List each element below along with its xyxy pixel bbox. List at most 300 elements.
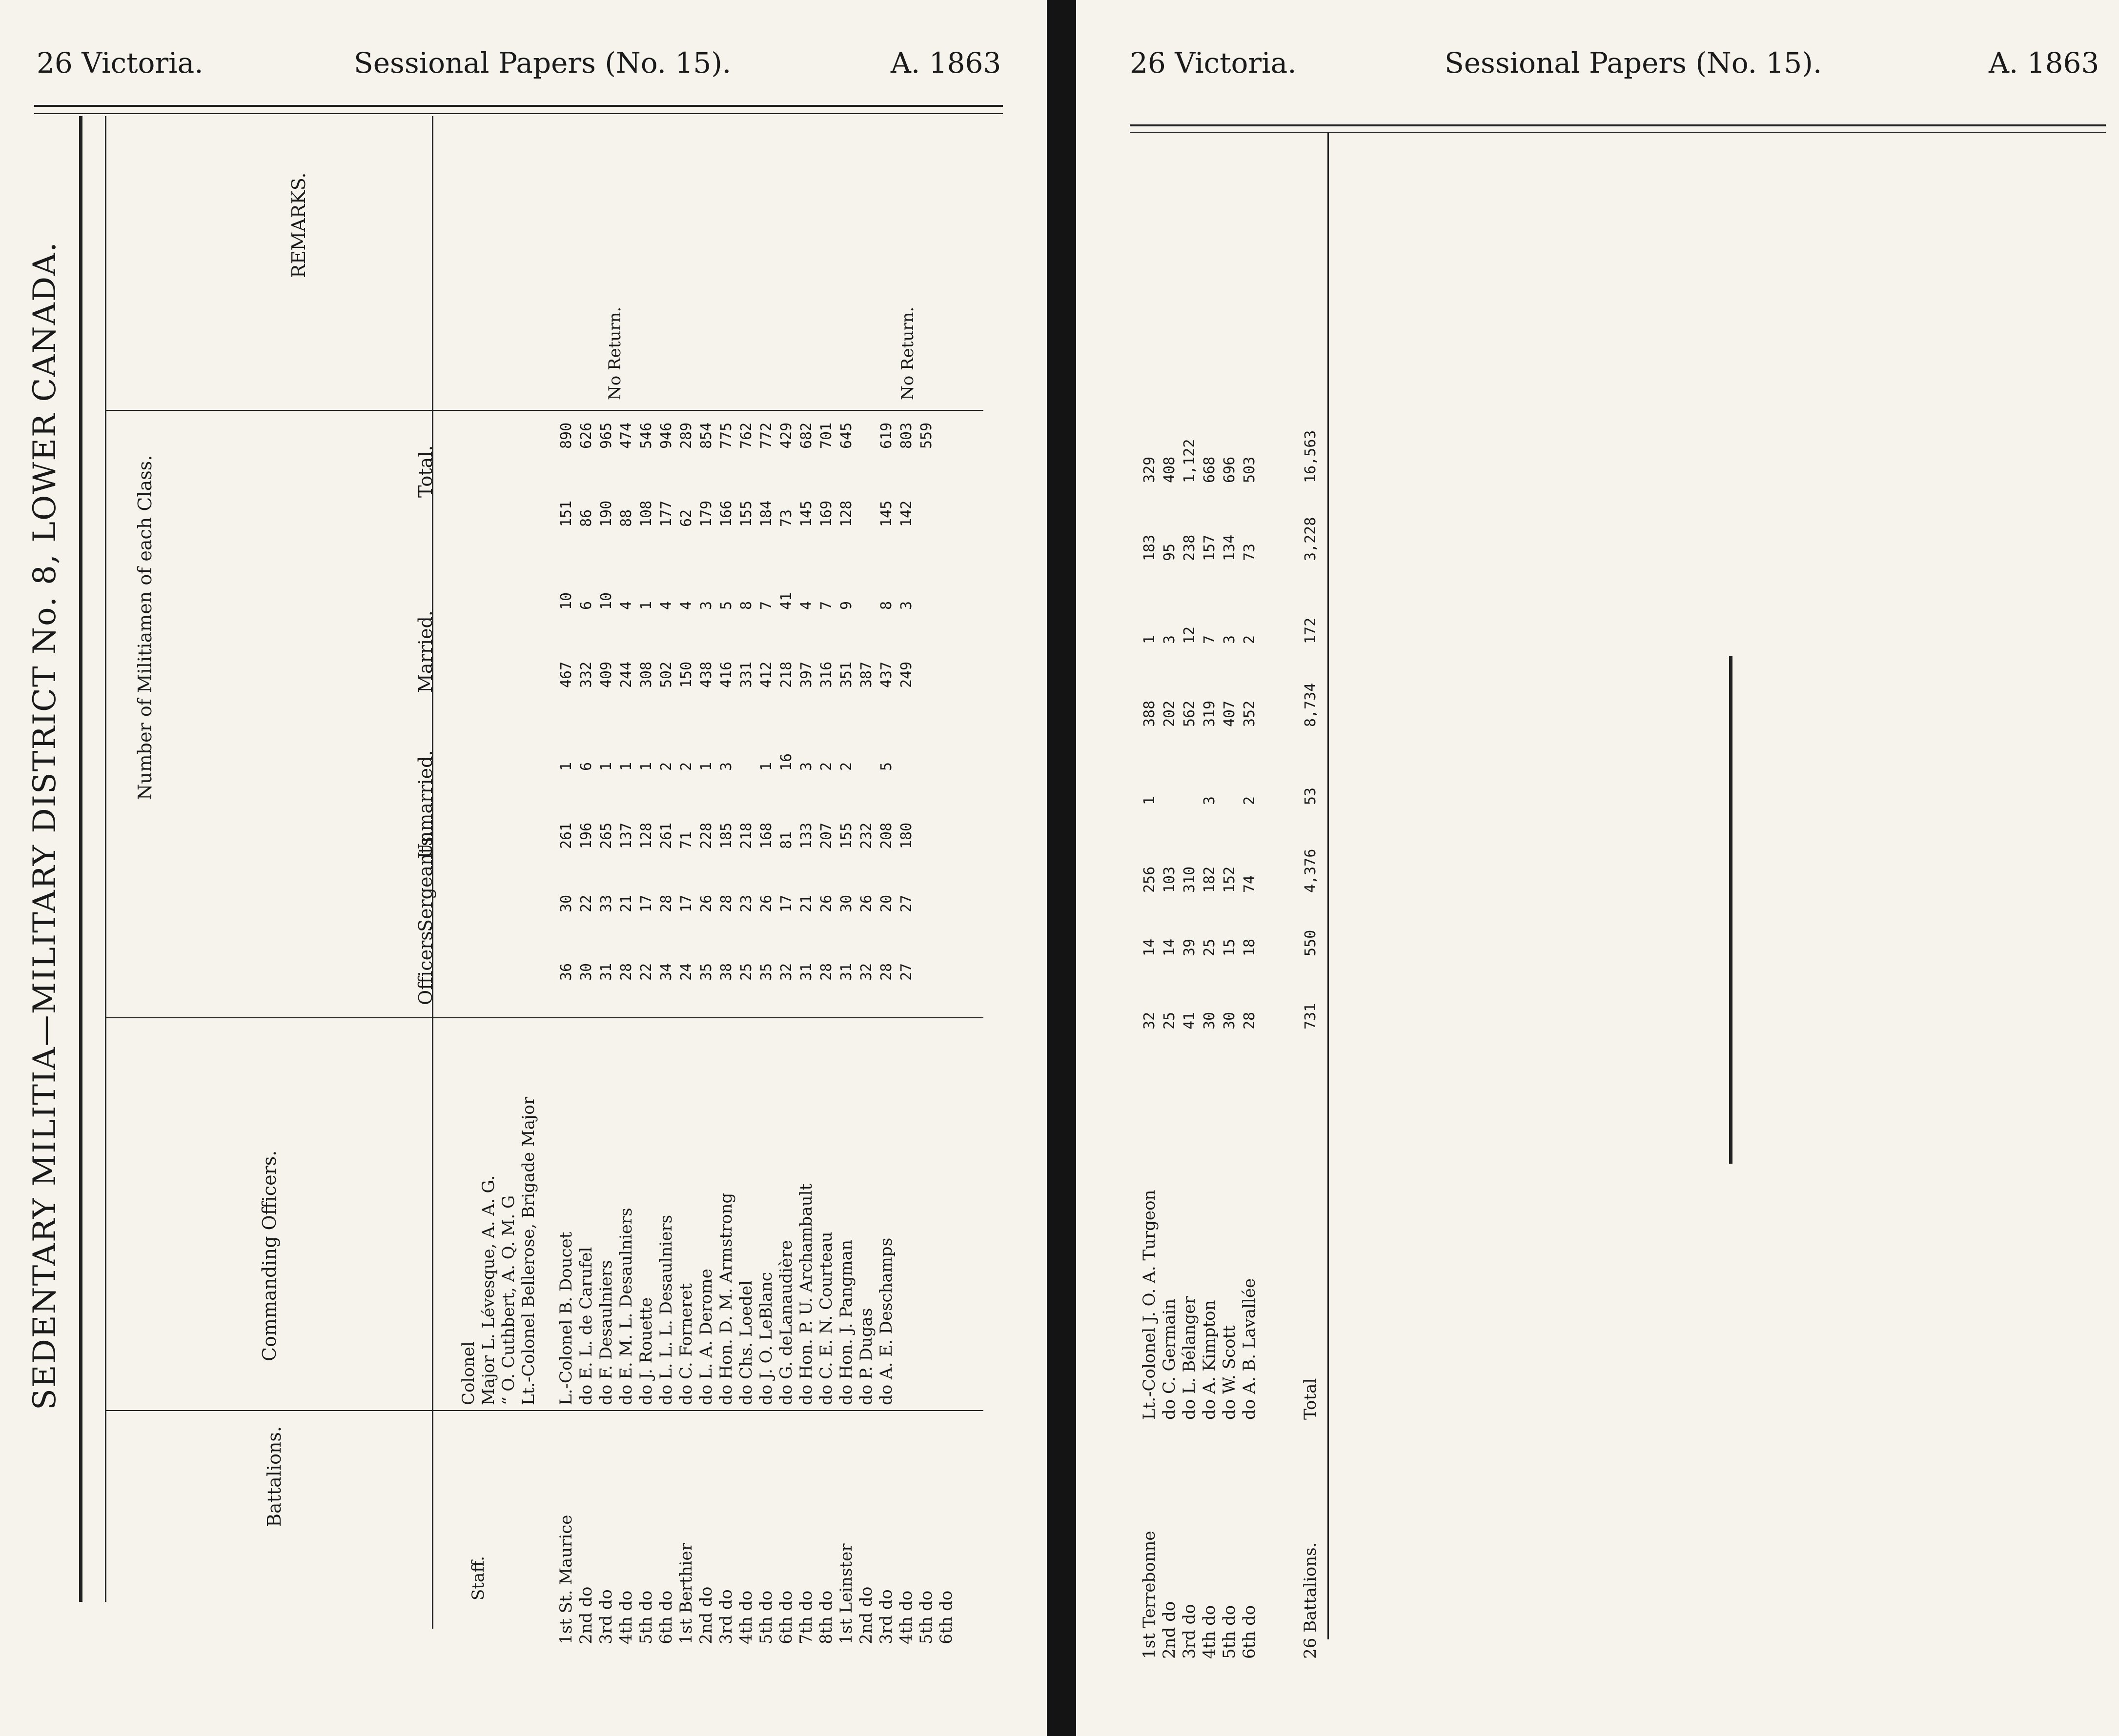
table-cell: 39 — [1181, 938, 1198, 956]
table-cell: 502 — [658, 661, 675, 688]
table-cell: 407 — [1221, 700, 1238, 727]
list-item: 4th do — [896, 1590, 916, 1644]
table-cell: 133 — [798, 822, 815, 849]
table-cell: 2 — [1241, 796, 1258, 805]
list-item: do C. Germain — [1160, 1298, 1179, 1420]
cancel-rule — [1729, 656, 1732, 1164]
officers-column — [556, 963, 917, 981]
table-cell: 31 — [798, 963, 815, 981]
list-item: do A. Kimpton — [1200, 1300, 1219, 1420]
table-cell: 249 — [898, 661, 915, 688]
table-inner-border — [105, 116, 106, 1602]
table-cell: 81 — [778, 831, 795, 849]
table-cell: 34 — [658, 963, 675, 981]
table-cell: 23 — [738, 894, 755, 912]
table-cell: 416 — [718, 661, 735, 688]
table-cell: 88 — [618, 509, 635, 527]
table-cell: 562 — [1181, 700, 1198, 727]
table-cell: 1 — [598, 762, 615, 771]
table-cell: 3 — [1161, 635, 1178, 644]
remark-no-return-2: No Return. — [898, 306, 917, 400]
table-cell: 208 — [878, 822, 895, 849]
table-cell: 150 — [678, 661, 695, 688]
list-item: 6th do — [776, 1590, 796, 1644]
table-left-border — [79, 116, 82, 1602]
list-item: do E. M. L. Desaulniers — [616, 1208, 636, 1405]
table-cell: 546 — [638, 422, 655, 449]
table-cell: 3 — [698, 601, 715, 610]
table-cell: 890 — [558, 422, 575, 449]
page-gutter — [1047, 0, 1076, 1736]
widowers-without-column — [556, 753, 917, 771]
table-cell: 168 — [758, 822, 775, 849]
list-item: 4th do — [616, 1590, 636, 1644]
header-rule-thin — [34, 113, 1003, 114]
table-cell: 559 — [918, 422, 935, 449]
list-item: do A. E. Deschamps — [876, 1237, 896, 1405]
list-item: 2nd do — [576, 1586, 596, 1644]
table-cell: 145 — [878, 500, 895, 527]
list-item: do E. L. de Carufel — [576, 1247, 596, 1405]
table-cell: 6 — [578, 762, 595, 771]
list-item: 6th do — [937, 1590, 956, 1644]
table-cell: 15 — [1221, 938, 1238, 956]
table-cell: 155 — [838, 822, 855, 849]
sergeants-header: Sergeants. — [415, 830, 436, 932]
list-item: do P. Dugas — [856, 1308, 876, 1405]
table-cell: 682 — [798, 422, 815, 449]
table-cell: 128 — [838, 500, 855, 527]
table-cell: 183 — [1141, 534, 1158, 561]
total-column — [556, 423, 937, 449]
right-commanders-column — [1140, 1190, 1260, 1420]
list-item: Major L. Lévesque, A. A. G. — [479, 1175, 498, 1405]
table-cell: 1 — [618, 762, 635, 771]
table-cell: 438 — [698, 661, 715, 688]
table-cell: 30 — [558, 894, 575, 912]
running-head-center: Sessional Papers (No. 15). — [354, 46, 732, 80]
running-head-center-right-page: Sessional Papers (No. 15). — [1445, 46, 1822, 80]
table-cell: 38 — [718, 963, 735, 981]
table-cell: 103 — [1161, 866, 1178, 893]
right-married-column — [1140, 701, 1260, 727]
table-cell: 74 — [1241, 875, 1258, 893]
table-cell: 2 — [818, 762, 835, 771]
table-cell: 31 — [598, 963, 615, 981]
table-cell: 412 — [758, 661, 775, 688]
left-page — [0, 0, 1047, 1736]
row-rule-remarks — [105, 410, 983, 411]
table-cell: 772 — [758, 422, 775, 449]
table-cell: 218 — [738, 822, 755, 849]
table-cell: 238 — [1181, 534, 1198, 561]
list-item: do L. Bélanger — [1180, 1296, 1199, 1420]
table-cell: 946 — [658, 422, 675, 449]
table-cell: 26 — [858, 894, 875, 912]
table-cell: 166 — [718, 500, 735, 527]
table-cell: 645 — [838, 422, 855, 449]
list-item: do L. L. L. Desaulniers — [656, 1214, 676, 1405]
table-cell: 696 — [1221, 456, 1238, 483]
header-rule-right — [1130, 124, 2106, 126]
totals-unmarried: 4,376 — [1302, 848, 1319, 893]
table-cell: 27 — [898, 963, 915, 981]
table-cell: 22 — [638, 963, 655, 981]
married-column — [556, 662, 917, 688]
table-cell: 128 — [638, 822, 655, 849]
table-cell: 32 — [858, 963, 875, 981]
table-cell: 803 — [898, 422, 915, 449]
list-item: do J. Rouette — [636, 1297, 656, 1405]
table-cell: 31 — [838, 963, 855, 981]
table-cell: 310 — [1181, 866, 1198, 893]
table-cell: 474 — [618, 422, 635, 449]
table-cell: 182 — [1201, 866, 1218, 893]
table-cell: 1 — [638, 601, 655, 610]
list-item: do L. A. Derome — [696, 1269, 716, 1405]
table-cell: 668 — [1201, 456, 1218, 483]
table-cell: 2 — [678, 762, 695, 771]
totals-total: 16,563 — [1302, 430, 1319, 483]
row-rule-commanders — [105, 1017, 983, 1018]
total-header: Total. — [415, 445, 436, 498]
table-cell: 22 — [578, 894, 595, 912]
remarks-header: REMARKS. — [288, 172, 309, 278]
table-cell: 429 — [778, 422, 795, 449]
table-cell: 5 — [718, 601, 735, 610]
right-battalions-column — [1140, 1531, 1260, 1659]
table-cell: 32 — [778, 963, 795, 981]
list-item: 3rd do — [716, 1589, 736, 1644]
table-cell: 503 — [1241, 456, 1258, 483]
table-cell: 8 — [878, 601, 895, 610]
table-cell: 289 — [678, 422, 695, 449]
table-cell: 228 — [698, 822, 715, 849]
widowers-with-column — [556, 592, 917, 610]
table-cell: 30 — [1201, 1011, 1218, 1029]
table-cell: 179 — [698, 500, 715, 527]
table-cell: 185 — [718, 822, 735, 849]
table-cell: 207 — [818, 822, 835, 849]
table-cell: 7 — [818, 601, 835, 610]
table-cell: 9 — [838, 601, 855, 610]
totals-widowers-without: 53 — [1302, 787, 1319, 805]
right-sergeants-column — [1140, 939, 1260, 956]
table-cell: 232 — [858, 822, 875, 849]
table-cell: 4 — [678, 601, 695, 610]
table-cell: 26 — [818, 894, 835, 912]
table-cell: 5 — [878, 762, 895, 771]
table-cell: 14 — [1141, 938, 1158, 956]
table-cell: 256 — [1141, 866, 1158, 893]
officers-header: Officers. — [415, 925, 436, 1005]
list-item: 4th do — [1200, 1605, 1219, 1659]
header-rule-thin-right — [1130, 132, 2106, 133]
table-cell: 142 — [898, 500, 915, 527]
table-cell — [856, 592, 876, 610]
table-cell: 137 — [618, 822, 635, 849]
list-item: do Hon. P. U. Archambault — [796, 1183, 816, 1405]
table-cell: 28 — [718, 894, 735, 912]
table-cell: 408 — [1161, 456, 1178, 483]
list-item: 7th do — [796, 1590, 816, 1644]
list-item: 1st Berthier — [676, 1543, 696, 1644]
table-cell: 7 — [1201, 635, 1218, 644]
table-cell: 152 — [1221, 866, 1238, 893]
table-cell: 18 — [1241, 938, 1258, 956]
table-cell: 762 — [738, 422, 755, 449]
table-cell: 30 — [838, 894, 855, 912]
table-cell: 28 — [818, 963, 835, 981]
table-cell: 2 — [838, 762, 855, 771]
table-cell: 1,122 — [1181, 439, 1198, 483]
table-cell: 202 — [1161, 700, 1178, 727]
running-head-right: A. 1863 — [891, 46, 1001, 80]
totals-sergeants: 550 — [1302, 929, 1319, 956]
table-cell: 73 — [1241, 543, 1258, 561]
table-cell: 388 — [1141, 700, 1158, 727]
table-cell: 3 — [1201, 796, 1218, 805]
table-cell: 25 — [1161, 1011, 1178, 1029]
table-cell: 218 — [778, 661, 795, 688]
table-cell: 73 — [778, 509, 795, 527]
table-cell: 965 — [598, 422, 615, 449]
list-item: 2nd do — [1160, 1601, 1179, 1659]
table-cell: 33 — [598, 894, 615, 912]
table-cell: 28 — [658, 894, 675, 912]
list-item: 4th do — [736, 1590, 756, 1644]
table-cell: 177 — [658, 500, 675, 527]
table-cell: 437 — [878, 661, 895, 688]
list-item: 3rd do — [596, 1589, 616, 1644]
table-cell: 467 — [558, 661, 575, 688]
table-cell — [1220, 796, 1240, 805]
totals-married: 8,734 — [1302, 683, 1319, 727]
list-item: do F. Desaulniers — [596, 1260, 616, 1405]
table-cell — [856, 753, 876, 771]
list-item: 2nd do — [856, 1586, 876, 1644]
running-head-left: 26 Victoria. — [37, 46, 204, 80]
running-head-left-right-page: 26 Victoria. — [1130, 46, 1297, 80]
table-cell: 1 — [638, 762, 655, 771]
table-cell — [896, 753, 917, 771]
list-item: do Hon. J. Pangman — [836, 1240, 856, 1405]
table-cell: 28 — [878, 963, 895, 981]
list-item: do G. deLanaudière — [776, 1240, 796, 1405]
table-cell: 35 — [698, 963, 715, 981]
right-reserve-column — [1140, 535, 1260, 561]
list-item: 6th do — [656, 1590, 676, 1644]
table-cell: 4 — [798, 601, 815, 610]
table-cell: 331 — [738, 661, 755, 688]
table-cell: 1 — [758, 762, 775, 771]
list-item: do W. Scott — [1220, 1325, 1239, 1420]
staff-label: Staff. — [469, 1556, 488, 1600]
table-cell: 62 — [678, 509, 695, 527]
totals-widowers-with: 172 — [1302, 617, 1319, 644]
table-cell: 12 — [1181, 626, 1198, 644]
table-cell: 25 — [738, 963, 755, 981]
list-item: Colonel — [459, 1341, 478, 1405]
totals-battalions-label: 26 Battalions. — [1301, 1542, 1320, 1659]
table-cell: 24 — [678, 963, 695, 981]
table-cell: 28 — [1241, 1011, 1258, 1029]
right-officers-column — [1140, 1012, 1260, 1029]
list-item: Lt.-Colonel Bellerose, Brigade Major — [519, 1096, 538, 1405]
table-cell: 3 — [798, 762, 815, 771]
list-item: do J. O. LeBlanc — [756, 1272, 776, 1405]
table-cell — [856, 423, 876, 449]
table-rule-right — [1327, 132, 1329, 1639]
table-cell: 10 — [598, 592, 615, 610]
unmarried-column — [556, 823, 917, 849]
table-cell: 71 — [678, 831, 695, 849]
list-item: “ O. Cuthbert, A. Q. M. G — [499, 1195, 518, 1405]
list-item: 5th do — [917, 1590, 936, 1644]
list-item: 1st Terrebonne — [1140, 1531, 1159, 1659]
table-cell: 35 — [758, 963, 775, 981]
totals-reserve: 3,228 — [1302, 517, 1319, 561]
table-cell: 26 — [698, 894, 715, 912]
totals-officers: 731 — [1302, 1003, 1319, 1029]
table-cell: 10 — [558, 592, 575, 610]
table-cell: 8 — [738, 601, 755, 610]
commanders-column — [556, 1184, 896, 1405]
table-cell: 701 — [818, 422, 835, 449]
table-cell: 332 — [578, 661, 595, 688]
table-cell: 1 — [1141, 796, 1158, 805]
list-item: 5th do — [1220, 1605, 1239, 1659]
table-cell: 16 — [778, 753, 795, 771]
table-cell: 3 — [1221, 635, 1238, 644]
table-cell: 409 — [598, 661, 615, 688]
list-item: 1st St. Maurice — [556, 1514, 576, 1644]
table-cell: 151 — [558, 500, 575, 527]
table-cell: 14 — [1161, 938, 1178, 956]
table-cell: 4 — [618, 601, 635, 610]
table-cell: 27 — [898, 894, 915, 912]
unmarried-header: Unmarried. — [415, 750, 436, 859]
married-header: Married. — [415, 610, 436, 693]
table-cell: 41 — [778, 592, 795, 610]
table-cell: 2 — [1241, 635, 1258, 644]
table-cell: 145 — [798, 500, 815, 527]
table-cell: 308 — [638, 661, 655, 688]
reserve-column — [556, 501, 917, 527]
right-page — [1076, 0, 2119, 1736]
remark-no-return-1: No Return. — [605, 306, 625, 400]
table-cell: 21 — [618, 894, 635, 912]
list-item: 3rd do — [1180, 1604, 1199, 1659]
table-cell — [1180, 796, 1200, 805]
table-cell: 32 — [1141, 1011, 1158, 1029]
table-cell: 157 — [1201, 534, 1218, 561]
table-cell: 319 — [1201, 700, 1218, 727]
list-item: Lt.-Colonel J. O. A. Turgeon — [1140, 1190, 1159, 1420]
list-item: 6th do — [1240, 1605, 1259, 1659]
number-militiamen-header: Number of Militiamen of each Class. — [134, 455, 156, 800]
table-cell: 7 — [758, 601, 775, 610]
table-cell: 2 — [658, 762, 675, 771]
sergeants-column — [556, 895, 917, 912]
list-item: 5th do — [636, 1590, 656, 1644]
table-cell — [736, 753, 756, 771]
table-cell: 3 — [718, 762, 735, 771]
table-cell: 155 — [738, 500, 755, 527]
battalions-header: Battalions. — [264, 1426, 285, 1527]
table-cell: 30 — [578, 963, 595, 981]
table-cell: 21 — [798, 894, 815, 912]
right-total-column — [1140, 439, 1260, 483]
table-cell: 26 — [758, 894, 775, 912]
table-cell: 30 — [1221, 1011, 1238, 1029]
table-cell: 397 — [798, 661, 815, 688]
header-rule — [34, 105, 1003, 107]
list-item: 5th do — [756, 1590, 776, 1644]
list-item: L.-Colonel B. Doucet — [556, 1231, 576, 1405]
list-item: 8th do — [816, 1590, 836, 1644]
table-cell: 329 — [1141, 456, 1158, 483]
list-item: do C. E. N. Courteau — [816, 1231, 836, 1405]
table-cell: 316 — [818, 661, 835, 688]
table-cell: 626 — [578, 422, 595, 449]
table-cell: 265 — [598, 822, 615, 849]
table-cell: 41 — [1181, 1011, 1198, 1029]
table-cell: 3 — [898, 601, 915, 610]
commanding-header: Commanding Officers. — [259, 1150, 280, 1361]
table-cell: 1 — [558, 762, 575, 771]
table-cell: 95 — [1161, 543, 1178, 561]
row-rule-battalions — [105, 1410, 983, 1411]
table-cell: 134 — [1221, 534, 1238, 561]
table-cell: 196 — [578, 822, 595, 849]
table-cell: 775 — [718, 422, 735, 449]
table-cell: 190 — [598, 500, 615, 527]
list-item: do A. B. Lavallée — [1240, 1278, 1259, 1420]
running-head-right-right-page: A. 1863 — [1989, 46, 2099, 80]
list-item: do Hon. D. M. Armstrong — [716, 1192, 736, 1405]
table-cell: 17 — [778, 894, 795, 912]
table-cell: 169 — [818, 500, 835, 527]
list-item: 3rd do — [876, 1589, 896, 1644]
table-cell: 108 — [638, 500, 655, 527]
table-cell: 86 — [578, 509, 595, 527]
table-cell: 619 — [878, 422, 895, 449]
table-cell — [856, 501, 876, 527]
table-cell: 261 — [558, 822, 575, 849]
table-cell: 20 — [878, 894, 895, 912]
table-cell: 387 — [858, 661, 875, 688]
table-cell — [1160, 796, 1180, 805]
table-cell: 4 — [658, 601, 675, 610]
table-cell: 28 — [618, 963, 635, 981]
table-cell: 244 — [618, 661, 635, 688]
list-item: 2nd do — [696, 1586, 716, 1644]
table-cell: 17 — [678, 894, 695, 912]
list-item: 1st Leinster — [836, 1543, 856, 1644]
table-cell: 184 — [758, 500, 775, 527]
battalions-column — [556, 1515, 957, 1644]
right-widowers-with-column — [1140, 626, 1260, 644]
table-cell: 1 — [1141, 635, 1158, 644]
totals-label: Total — [1301, 1378, 1320, 1420]
table-title: SEDENTARY MILITIA—MILITARY DISTRICT No. 8, LOWER CANADA. — [27, 241, 63, 1410]
table-cell: 261 — [658, 822, 675, 849]
staff-officers — [459, 1097, 539, 1405]
table-cell: 36 — [558, 963, 575, 981]
right-widowers-without-column — [1140, 796, 1260, 805]
list-item: do Chs. Loedel — [736, 1280, 756, 1405]
